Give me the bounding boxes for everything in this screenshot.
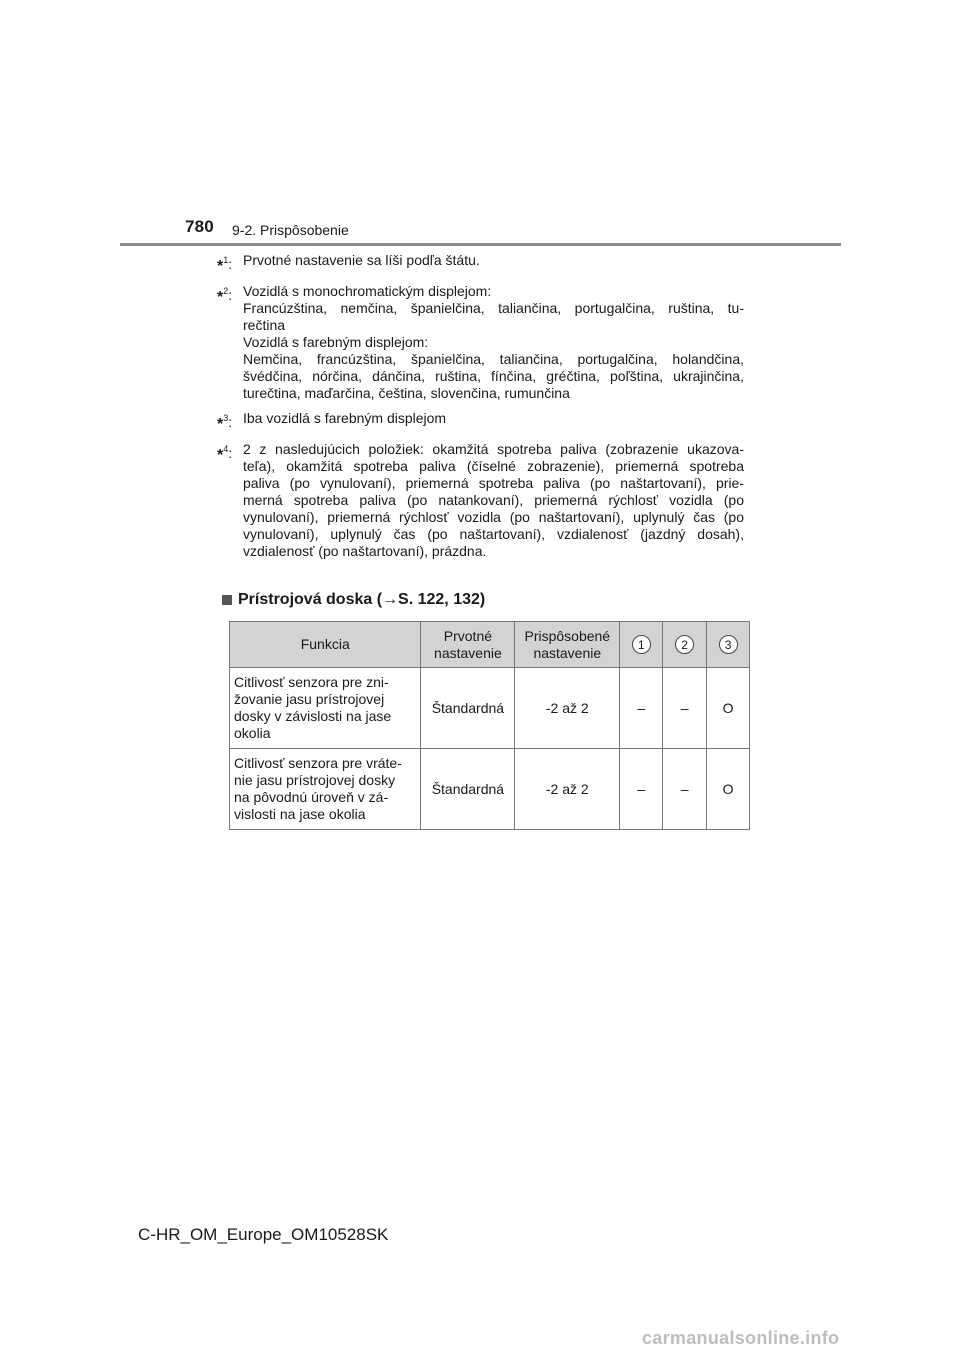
subsection-heading: Prístrojová doska ( → S. 122, 132) — [222, 591, 485, 609]
circled-number-2-icon: 2 — [675, 635, 694, 654]
cell-col-2: – — [663, 668, 707, 749]
footnote-marker: *$^3$: — [217, 413, 233, 433]
cell-col-1: – — [620, 749, 663, 830]
footnotes — [217, 252, 744, 568]
footnote-text: Vozidlá s monochromatickým displejom: Francúzština, nemčina, španielčina, taliančina, portugalčina, ruština, tu- rečtina Vozidlá s farebným displejom: Nemčina, francúzština, španielčina, taliančina, portugalčina, holandčina, švédčina, nórčina, dánčina, ruština, fínčina, gréčtina, poľština, ukrajinčina, turečtina, maďarčina, čeština, slovenčina, rumunčina — [243, 283, 744, 401]
cell-function: Citlivosť senzora pre zni- žovanie jasu prístrojovej dosky v závislosti na jase okolia — [230, 668, 421, 749]
table-header-row — [230, 622, 750, 668]
header-default-setting: Prvotné nastavenie — [421, 622, 515, 668]
cell-custom: -2 až 2 — [515, 749, 620, 830]
document-id: C-HR_OM_Europe_OM10528SK — [138, 1225, 389, 1244]
circled-number-3-icon: 3 — [719, 635, 738, 654]
cell-default: Štandardná — [421, 749, 515, 830]
footnote-1 — [217, 252, 744, 275]
watermark: carmanualsonline.info — [642, 1328, 840, 1348]
cell-col-3: O — [707, 749, 750, 830]
footnote-marker: *$^2$: — [217, 286, 233, 306]
page-reference: S. 122, 132) — [398, 591, 486, 608]
footnote-marker: *$^4$: — [217, 444, 233, 464]
square-bullet-icon — [222, 595, 232, 605]
header-col-3 — [707, 622, 750, 668]
cell-custom: -2 až 2 — [515, 668, 620, 749]
header-col-1 — [620, 622, 663, 668]
cell-default: Štandardná — [421, 668, 515, 749]
header-rule — [120, 243, 841, 246]
table-row — [230, 668, 750, 749]
circled-number-1-icon: 1 — [632, 635, 651, 654]
footnote-4 — [217, 441, 744, 560]
cell-function: Citlivosť senzora pre vráte- nie jasu prístrojovej dosky na pôvodnú úroveň v zá- vislosti na jase okolia — [230, 749, 421, 830]
footnote-3 — [217, 410, 744, 433]
header-function: Funkcia — [230, 622, 421, 668]
cell-col-1: – — [620, 668, 663, 749]
footnote-text: 2 z nasledujúcich položiek: okamžitá spotreba paliva (zobrazenie ukazova- teľa), okamžitá spotreba paliva (číselné zobrazenie), priemerná spotreba paliva (po vynulovaní), priemerná spotreba paliva (po naštartovaní), prie- merná spotreba paliva (po natankovaní), priemerná rýchlosť vozidla (po vynulovaní), priemerná rýchlosť vozidla (po naštartovaní), uplynulý čas (po vynulovaní), uplynulý čas (po naštartovaní), vzdialenosť (jazdný dosah), vzdialenosť (po naštartovaní), prázdna. — [243, 441, 744, 559]
table-row — [230, 749, 750, 830]
page-number: 780 — [185, 217, 214, 236]
footnote-2 — [217, 283, 744, 402]
cell-col-2: – — [663, 749, 707, 830]
arrow-right-icon: → — [382, 591, 399, 608]
footnote-marker: *$^1$: — [217, 255, 233, 275]
header-col-2 — [663, 622, 707, 668]
footnote-text: Prvotné nastavenie sa líši podľa štátu. — [243, 252, 480, 268]
section-title: 9-2. Prispôsobenie — [232, 222, 349, 238]
cell-col-3: O — [707, 668, 750, 749]
footnote-text: Iba vozidlá s farebným displejom — [243, 410, 447, 426]
header-custom-setting: Prispôsobené nastavenie — [515, 622, 620, 668]
settings-table — [229, 621, 750, 830]
